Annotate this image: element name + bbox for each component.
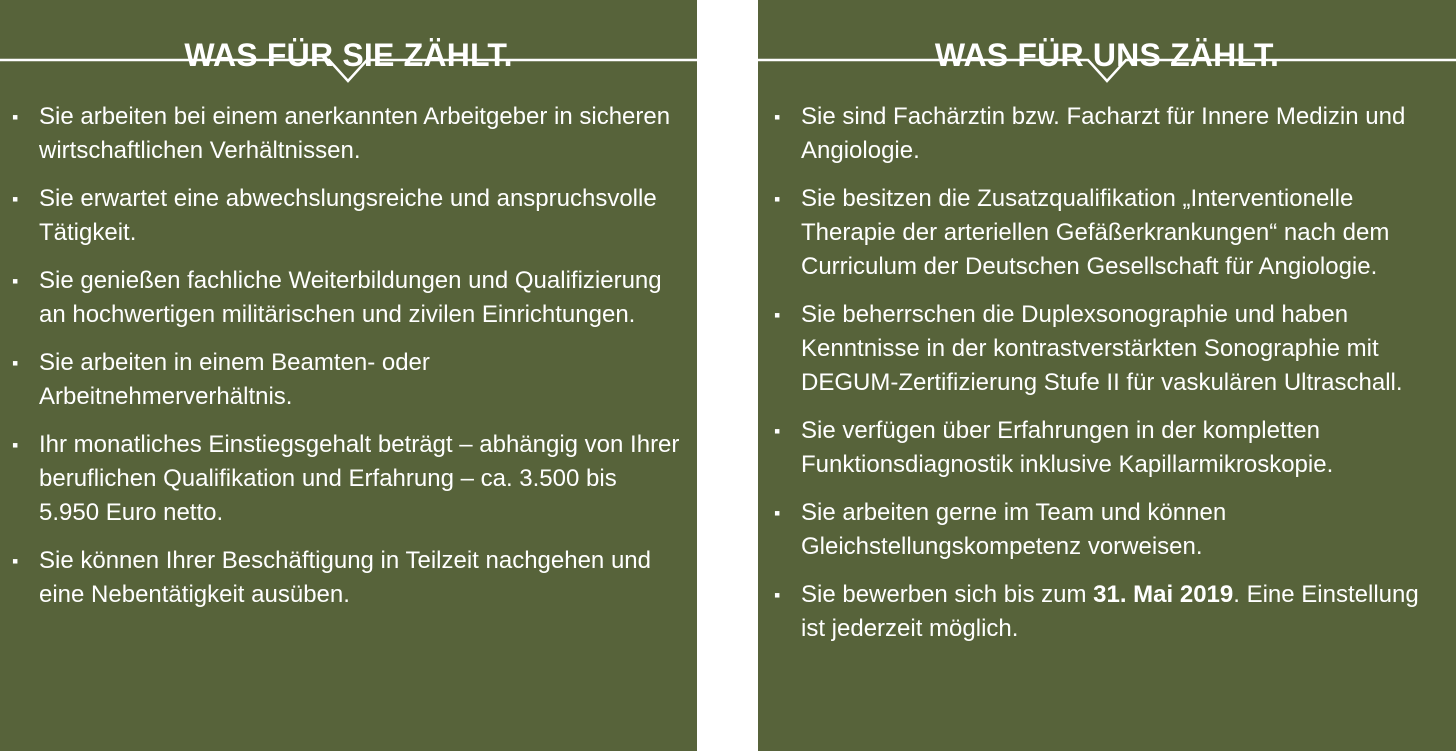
left-panel-title: WAS FÜR SIE ZÄHLT. — [184, 36, 513, 73]
bullet-icon: ▪ — [12, 353, 19, 373]
bullet-icon: ▪ — [12, 189, 19, 209]
left-panel — [0, 0, 697, 751]
list-item — [12, 182, 683, 250]
list-item — [12, 544, 683, 612]
list-item-text: Sie sind Fachärztin bzw. Facharzt für Innere Medizin und Angiologie. — [801, 103, 1406, 164]
list-item — [774, 298, 1448, 400]
bullet-icon: ▪ — [774, 305, 781, 325]
list-item — [774, 578, 1448, 646]
list-item-text: Sie verfügen über Erfahrungen in der kompletten Funktionsdiagnostik inklusive Kapillarmikroskopie. — [801, 417, 1334, 478]
application-deadline: 31. Mai 2019 — [1093, 581, 1234, 608]
list-item — [12, 264, 683, 332]
list-item-text: Sie beherrschen die Duplexsonographie und haben Kenntnisse in der kontrastverstärkten Sonographie mit DEGUM-Zertifizierung Stufe II für vaskulären Ultraschall. — [801, 301, 1403, 396]
list-item — [774, 182, 1448, 284]
list-item-text: Sie genießen fachliche Weiterbildungen und Qualifizierung an hochwertigen militärischen und zivilen Einrichtungen. — [39, 267, 662, 328]
bullet-icon: ▪ — [774, 421, 781, 441]
list-item-text: Ihr monatliches Einstiegsgehalt beträgt – abhängig von Ihrer beruflichen Qualifikation und Erfahrung – ca. 3.500 bis 5.950 Euro netto. — [39, 431, 680, 526]
list-item-text: Sie erwartet eine abwechslungsreiche und anspruchsvolle Tätigkeit. — [39, 185, 657, 246]
list-item-text: Sie können Ihrer Beschäftigung in Teilzeit nachgehen und eine Nebentätigkeit ausüben. — [39, 547, 651, 608]
list-item — [12, 428, 683, 530]
deadline-prefix-text: Sie bewerben sich bis zum — [801, 581, 1094, 608]
left-panel-list — [0, 100, 697, 626]
list-item — [774, 496, 1448, 564]
right-panel-list — [758, 100, 1456, 660]
right-panel-title: WAS FÜR UNS ZÄHLT. — [934, 36, 1280, 73]
list-item-text: Sie arbeiten gerne im Team und können Gleichstellungskompetenz vorweisen. — [801, 499, 1227, 560]
list-item-text: Sie arbeiten in einem Beamten- oder Arbeitnehmerverhältnis. — [39, 349, 430, 410]
list-item — [12, 100, 683, 168]
bullet-icon: ▪ — [774, 107, 781, 127]
list-item-text — [801, 581, 1419, 642]
list-item — [774, 100, 1448, 168]
bullet-icon: ▪ — [12, 551, 19, 571]
list-item-text: Sie besitzen die Zusatzqualifikation „Interventionelle Therapie der arteriellen Gefäßerkrankungen“ nach dem Curriculum der Deutschen Gesellschaft für Angiologie. — [801, 185, 1390, 280]
list-item — [12, 346, 683, 414]
list-item-text: Sie arbeiten bei einem anerkannten Arbeitgeber in sicheren wirtschaftlichen Verhältnissen. — [39, 103, 671, 164]
bullet-icon: ▪ — [12, 107, 19, 127]
list-item — [774, 414, 1448, 482]
bullet-icon: ▪ — [12, 271, 19, 291]
bullet-icon: ▪ — [774, 189, 781, 209]
bullet-icon: ▪ — [12, 435, 19, 455]
bullet-icon: ▪ — [774, 503, 781, 523]
left-panel-divider — [0, 56, 697, 86]
deadline-suffix-text: . Eine Einstellung ist jederzeit möglich. — [801, 581, 1419, 642]
right-panel — [758, 0, 1456, 751]
bullet-icon: ▪ — [774, 585, 781, 605]
right-panel-divider — [758, 56, 1456, 86]
